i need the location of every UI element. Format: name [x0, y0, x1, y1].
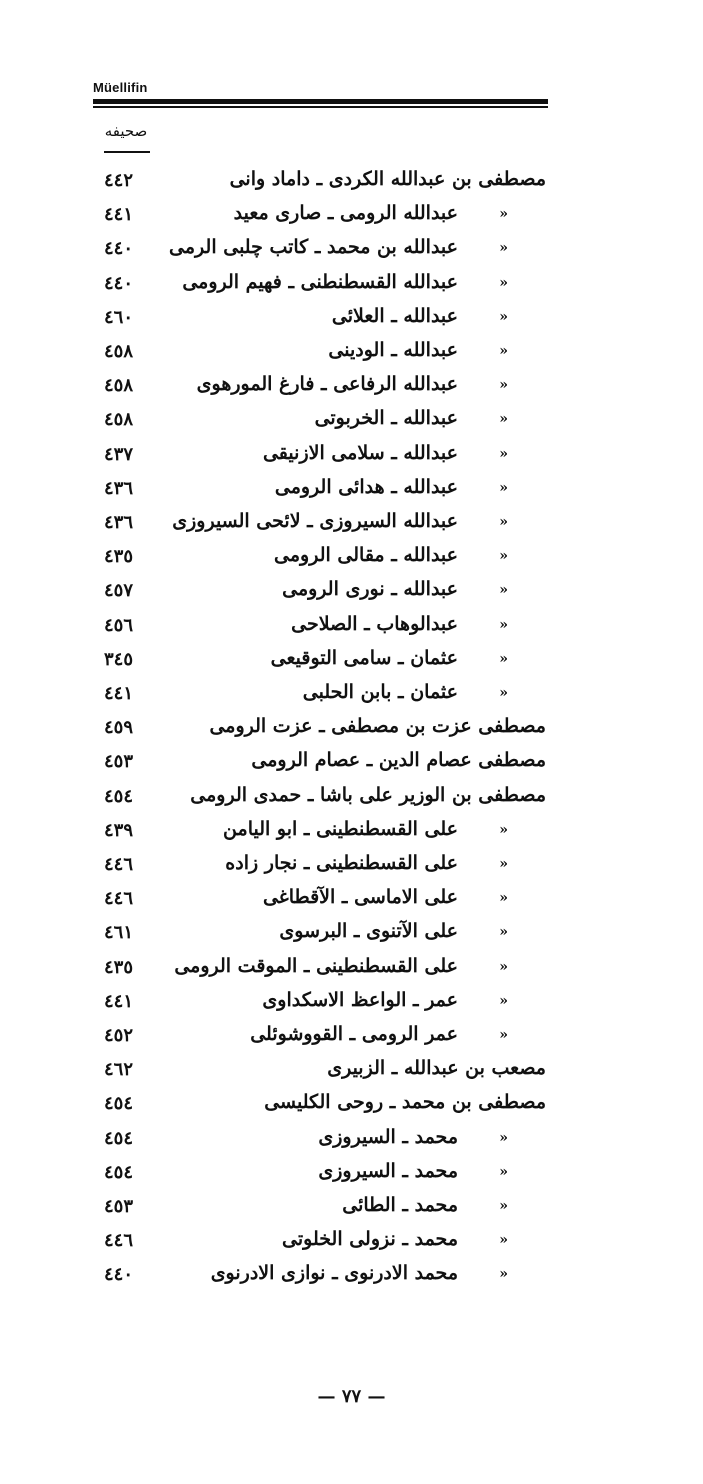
page-ref: ٤٤٠	[104, 272, 134, 294]
page-ref: ٤٦١	[104, 922, 134, 944]
index-row	[0, 166, 703, 200]
ditto-mark: »	[499, 377, 508, 394]
author-name: محمد الادرنوى ـ نوازى الادرنوى	[210, 1262, 458, 1285]
ditto-mark: »	[499, 411, 508, 428]
ditto-mark: »	[499, 890, 508, 907]
ditto-mark: »	[499, 308, 508, 325]
page-ref: ٤٤٠	[104, 1264, 134, 1286]
page-ref: ٤٤٢	[104, 170, 134, 191]
page-ref: ٤٥٧	[104, 580, 134, 602]
page-ref: ٤٥٣	[104, 751, 134, 773]
page-ref: ٤٤٦	[104, 888, 134, 910]
ditto-mark: »	[499, 548, 508, 565]
index-row	[0, 303, 703, 337]
ditto-mark: »	[499, 856, 508, 872]
author-name: على الاماسى ـ الآقطاغى	[262, 886, 458, 909]
author-name: عثمان ـ بابن الحلبى	[302, 681, 458, 703]
ditto-mark: »	[499, 479, 508, 496]
index-row	[0, 816, 703, 850]
page-ref: ٤٣٩	[104, 819, 134, 841]
ditto-mark: »	[499, 992, 508, 1009]
author-name: محمد ـ السيروزى	[318, 1125, 458, 1148]
page-ref: ٤٥٨	[104, 341, 134, 362]
page-ref: ٤٤١	[104, 204, 134, 226]
index-row	[0, 1021, 703, 1055]
page-ref: ٤٤٦	[104, 854, 134, 875]
index-row	[0, 234, 703, 268]
author-name: عبدالله بن محمد ـ كاتب چلبى الرمى	[169, 236, 458, 259]
index-row	[0, 405, 703, 439]
index-row	[0, 1124, 703, 1158]
page-ref: ٤٥٦	[104, 614, 134, 636]
page-ref: ٤٣٧	[104, 443, 134, 465]
author-name: عبدالله الرومى ـ صارى معيد	[233, 202, 458, 225]
author-name: مصعب بن عبدالله ـ الزبيرى	[327, 1057, 546, 1080]
ditto-mark: »	[499, 1027, 508, 1043]
index-row	[0, 508, 703, 542]
page-number: — ٧٧ —	[317, 1386, 386, 1407]
ditto-mark: »	[499, 650, 508, 667]
running-header: Müellifin	[93, 80, 148, 95]
index-row	[0, 679, 703, 713]
page-ref: ٤٥٢	[104, 1025, 134, 1046]
author-name: على القسطنطينى ـ نجار زاده	[225, 852, 458, 874]
page-ref: ٤٣٦	[104, 512, 134, 533]
page-ref: ٤٣٦	[104, 477, 134, 499]
author-name: على القسطنطينى ـ الموقت الرومى	[174, 954, 458, 977]
author-name: عبدالله ـ الخربوتى	[314, 407, 458, 430]
ditto-mark: »	[499, 343, 508, 359]
page-ref: ٤٤٠	[104, 238, 134, 260]
ditto-mark: »	[499, 1198, 508, 1214]
author-name: عثمان ـ سامى التوقيعى	[270, 646, 458, 669]
index-row	[0, 576, 703, 610]
index-row	[0, 371, 703, 405]
index-row	[0, 1192, 703, 1226]
page-column-heading: صحيفه	[104, 122, 148, 140]
page-ref: ٤٣٥	[104, 956, 134, 978]
ditto-mark: »	[499, 514, 508, 530]
index-row	[0, 200, 703, 234]
ditto-mark: »	[499, 1232, 508, 1249]
page-ref: ٤٥٨	[104, 409, 134, 431]
author-name: عبدالله السيروزى ـ لائحى السيروزى	[172, 510, 458, 532]
page-ref: ٤٥٤	[104, 1161, 134, 1183]
ditto-mark: »	[499, 924, 508, 941]
page-ref: ٤٥٨	[104, 375, 134, 397]
page-ref: ٣٤٥	[104, 648, 134, 670]
index-row	[0, 747, 703, 781]
author-name: عبدالله القسطنطنى ـ فهيم الرومى	[182, 270, 458, 293]
page-ref: ٤٥٤	[104, 1127, 134, 1149]
ditto-mark: »	[499, 206, 508, 223]
ditto-mark: »	[499, 582, 508, 599]
ditto-mark: »	[499, 821, 508, 838]
author-name: عبدالله ـ نورى الرومى	[282, 578, 458, 601]
author-name: مصطفى عزت بن مصطفى ـ عزت الرومى	[209, 715, 546, 738]
ditto-mark: »	[499, 616, 508, 633]
index-row	[0, 884, 703, 918]
page-ref: ٤٤١	[104, 990, 134, 1012]
index-row	[0, 987, 703, 1021]
index-row	[0, 645, 703, 679]
index-row	[0, 1226, 703, 1260]
page-ref: ٤٦٠	[104, 306, 134, 328]
index-row	[0, 474, 703, 508]
author-name: على القسطنطينى ـ ابو اليامن	[223, 817, 458, 840]
author-name: عبدالله ـ العلائى	[331, 304, 458, 327]
page-ref: ٤٥٩	[104, 717, 134, 739]
author-name: مصطفى بن محمد ـ روحى الكليسى	[264, 1091, 546, 1114]
ditto-mark: »	[499, 958, 508, 975]
index-row	[0, 850, 703, 884]
index-row	[0, 1089, 703, 1123]
index-row	[0, 953, 703, 987]
ditto-mark: »	[499, 1129, 508, 1146]
index-row	[0, 1260, 703, 1294]
author-name: على الآتنوى ـ البرسوى	[279, 920, 458, 943]
page-ref: ٤٥٤	[104, 785, 134, 807]
author-name: عبدالله ـ سلامى الازنيقى	[262, 441, 458, 464]
page-ref: ٤٣٥	[104, 546, 134, 568]
index-row	[0, 440, 703, 474]
page-ref: ٤٤١	[104, 683, 134, 704]
author-name: مصطفى بن عبدالله الكردى ـ داماد وانى	[229, 168, 546, 190]
ditto-mark: »	[499, 1266, 508, 1283]
author-name: عبدالله ـ هدائى الرومى	[274, 475, 458, 498]
index-row	[0, 782, 703, 816]
index-row	[0, 269, 703, 303]
author-name: عبدالله الرفاعى ـ فارغ المورهوى	[196, 373, 458, 396]
author-name: مصطفى بن الوزير على باشا ـ حمدى الرومى	[190, 783, 546, 806]
page-ref: ٤٤٦	[104, 1230, 134, 1252]
author-name: عمر ـ الواعظ الاسكداوى	[262, 988, 458, 1011]
ditto-mark: »	[499, 445, 508, 462]
page-ref: ٤٥٣	[104, 1196, 134, 1217]
author-name: عمر الرومى ـ القووشوئلى	[250, 1023, 458, 1045]
ditto-mark: »	[499, 1163, 508, 1180]
index-row	[0, 1055, 703, 1089]
author-name: محمد ـ السيروزى	[318, 1159, 458, 1182]
index-row	[0, 337, 703, 371]
author-name: مصطفى عصام الدين ـ عصام الرومى	[251, 749, 546, 772]
author-name: محمد ـ نزولى الخلوتى	[282, 1228, 458, 1251]
index-row	[0, 713, 703, 747]
index-row	[0, 1158, 703, 1192]
ditto-mark: »	[499, 240, 508, 257]
author-name: عبدالله ـ الودينى	[328, 339, 458, 361]
page-ref: ٤٦٢	[104, 1059, 134, 1081]
ditto-mark: »	[499, 685, 508, 701]
ditto-mark: »	[499, 274, 508, 291]
index-row	[0, 611, 703, 645]
index-row	[0, 918, 703, 952]
author-name: عبدالوهاب ـ الصلاحى	[291, 612, 458, 635]
index-row	[0, 542, 703, 576]
page-ref: ٤٥٤	[104, 1093, 134, 1115]
author-name: عبدالله ـ مقالى الرومى	[274, 544, 458, 567]
author-name: محمد ـ الطائى	[342, 1194, 458, 1216]
